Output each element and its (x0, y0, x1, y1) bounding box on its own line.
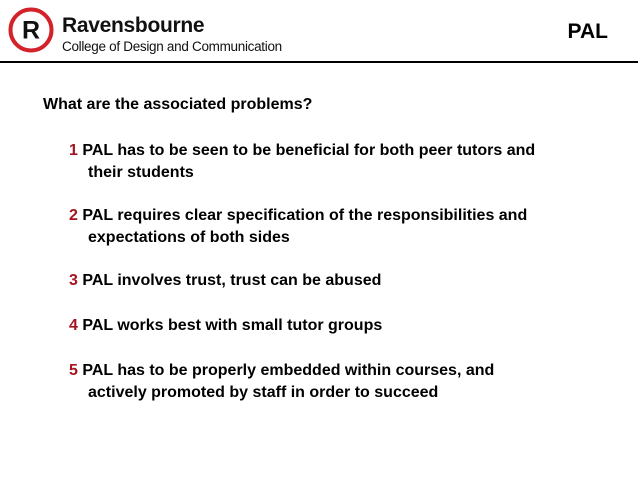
problem-text: PAL has to be properly embedded within courses, and (82, 362, 495, 379)
problem-text: PAL has to be seen to be beneficial for both peer tutors and (82, 142, 536, 159)
problem-number: 1 (69, 142, 78, 159)
slide-title: PAL (567, 20, 608, 43)
problem-number: 4 (69, 317, 78, 334)
problem-text: PAL involves trust, trust can be abused (82, 272, 382, 289)
problem-item-5 (69, 360, 609, 403)
problem-item-3 (69, 270, 609, 292)
problem-text: PAL requires clear specification of the responsibilities and (82, 207, 528, 224)
problem-text: PAL works best with small tutor groups (82, 317, 383, 334)
problem-number: 3 (69, 272, 78, 289)
brand-tagline: College of Design and Communication (62, 39, 282, 54)
problem-text-continued: their students (88, 163, 194, 181)
problem-number: 5 (69, 362, 78, 379)
problem-line (69, 360, 609, 382)
ravensbourne-logo-icon (8, 7, 54, 53)
problem-item-2 (69, 205, 609, 248)
problem-line (69, 140, 609, 162)
question-heading: What are the associated problems? (43, 96, 313, 113)
logo-letter: R (21, 16, 41, 45)
problem-line (69, 270, 609, 292)
problem-line (69, 315, 609, 337)
brand-name: Ravensbourne (62, 14, 205, 37)
problem-number: 2 (69, 207, 78, 224)
header-divider (0, 61, 638, 63)
problem-text-continued: actively promoted by staff in order to succeed (88, 383, 439, 401)
problem-item-4 (69, 315, 609, 337)
problem-item-1 (69, 140, 609, 183)
problem-line (69, 205, 609, 227)
problem-text-continued: expectations of both sides (88, 228, 290, 246)
